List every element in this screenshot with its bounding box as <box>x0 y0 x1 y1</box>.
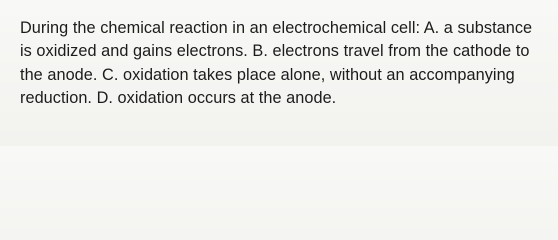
question-text: During the chemical reaction in an electrochemical cell: A. a substance is oxidized and gains electrons. B. electrons travel from the cathode to the anode. C. oxidation takes place alone, without an accompanying reduction. D. oxidation occurs at the anode. <box>20 19 533 108</box>
